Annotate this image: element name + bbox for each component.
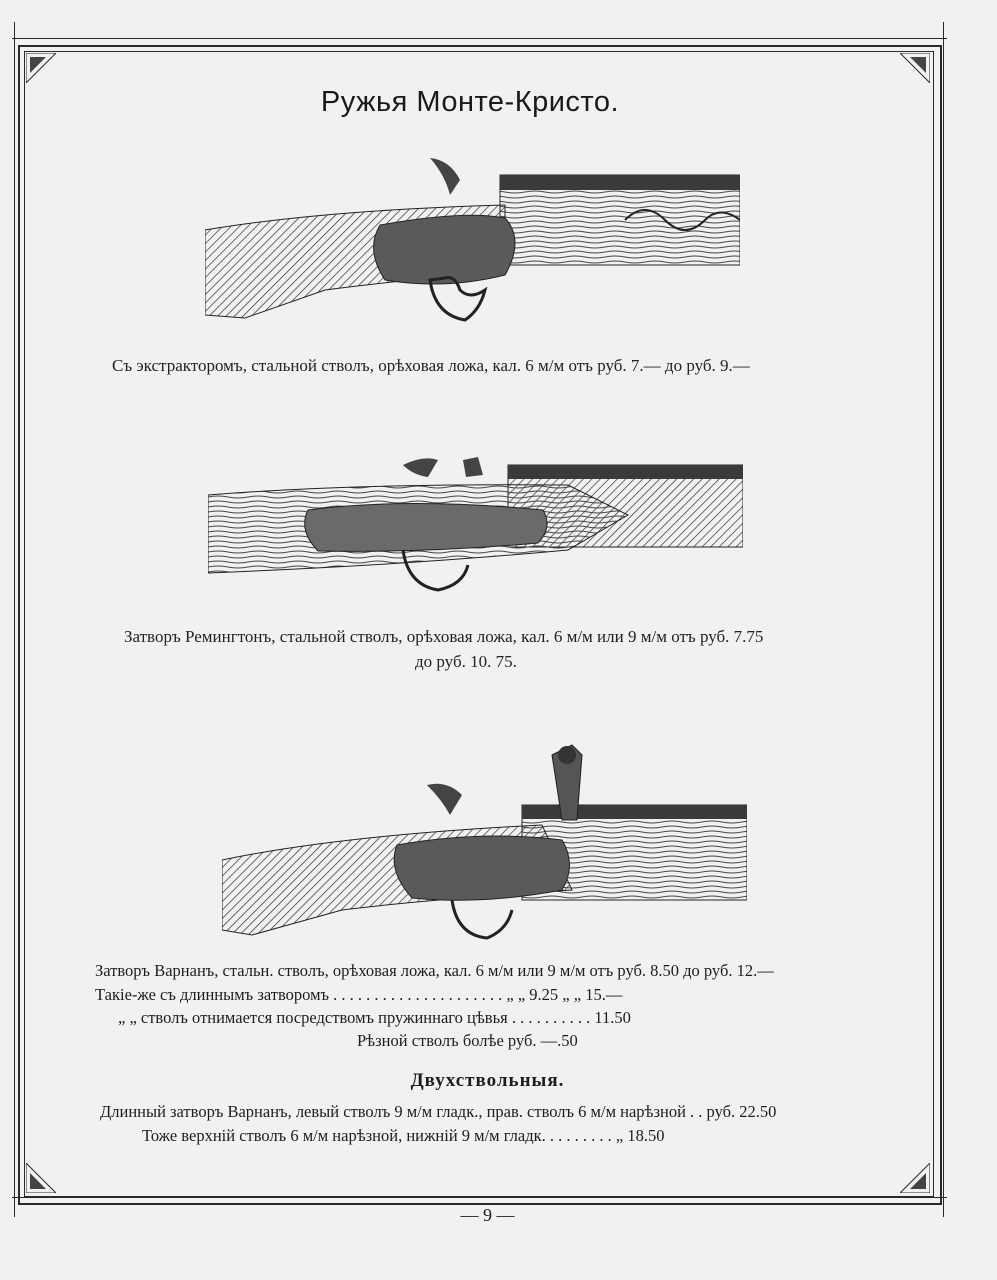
top-rule	[12, 38, 947, 39]
gun-3-row-1: Затворъ Варнанъ, стальн. стволъ, орѣховая ложа, кал. 6 м/м или 9 м/м отъ руб. 8.50 до руб. 12.—	[95, 961, 774, 980]
rifle-extractor-illustration	[205, 150, 740, 325]
double-barrel-heading: Двухствольныя.	[410, 1070, 565, 1091]
corner-ornament-icon	[900, 53, 930, 83]
gun-3-row-2: Такiе-же съ длиннымъ затворомъ . . . . . . . . . . . . . . . . . . . . . „ „ 9.25 „ „ 15.—	[95, 985, 623, 1004]
rifle-remington-illustration	[208, 455, 743, 605]
gun-3-row-4: Рѣзной стволъ болѣе руб. —.50	[357, 1031, 578, 1050]
corner-ornament-icon	[26, 1163, 56, 1193]
right-rule	[943, 22, 944, 1217]
corner-ornament-icon	[900, 1163, 930, 1193]
gun-1-caption: Съ экстракторомъ, стальной стволъ, орѣховая ложа, кал. 6 м/м отъ руб. 7.— до руб. 9.—	[112, 356, 750, 375]
page-number: — 9 —	[460, 1205, 515, 1225]
left-rule	[14, 22, 15, 1217]
gun-2-caption-line1: Затворъ Ремингтонъ, стальной стволъ, орѣховая ложа, кал. 6 м/м или 9 м/м отъ руб. 7.75	[124, 627, 764, 646]
page-title: Ружья Монте-Кристо.	[320, 86, 620, 118]
rifle-varnan-illustration	[222, 740, 747, 940]
corner-ornament-icon	[26, 53, 56, 83]
double-barrel-row-2: Тоже верхнiй стволъ 6 м/м нарѣзной, нижнiй 9 м/м гладк. . . . . . . . . „ 18.50	[142, 1126, 665, 1145]
gun-3-row-3: „ „ стволъ отнимается посредствомъ пружиннаго цѣвья . . . . . . . . . . 11.50	[118, 1008, 631, 1027]
double-barrel-row-1: Длинный затворъ Варнанъ, левый стволъ 9 м/м гладк., прав. стволъ 6 м/м нарѣзной . . руб. 22.50	[100, 1102, 777, 1121]
gun-2-caption-line2: до руб. 10. 75.	[415, 652, 517, 671]
